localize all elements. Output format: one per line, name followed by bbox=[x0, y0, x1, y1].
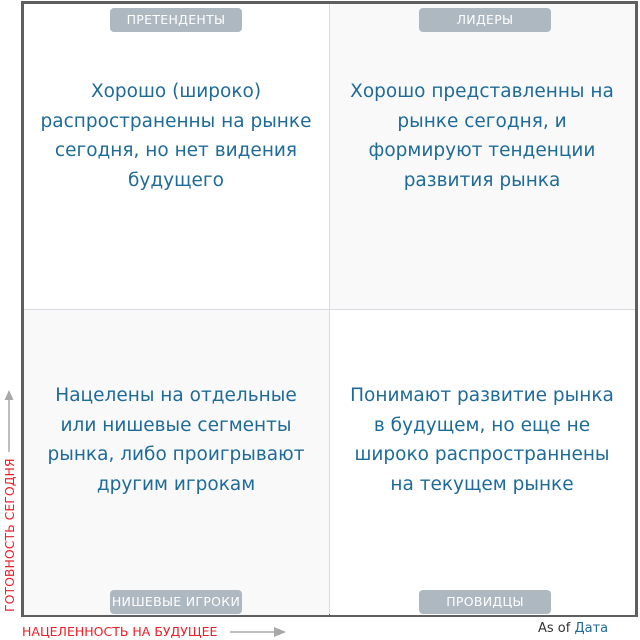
as-of-prefix: As of bbox=[538, 621, 571, 636]
y-axis-label: ГОТОВНОСТЬ СЕГОДНЯ bbox=[2, 458, 17, 612]
x-axis-label: НАЦЕЛЕННОСТЬ НА БУДУЩЕЕ bbox=[22, 624, 218, 639]
quadrant-matrix bbox=[21, 1, 638, 617]
description-visionaries: Понимают развитие рынка в будущем, но еще не широко распространнены на текущем рынке bbox=[350, 385, 614, 495]
as-of-date bbox=[538, 620, 608, 638]
horizontal-divider bbox=[24, 309, 635, 310]
description-challengers: Хорошо (широко) распространенны на рынке сегодня, но нет видения будущего bbox=[40, 81, 312, 191]
badge-niche-players: НИШЕВЫЕ ИГРОКИ bbox=[110, 590, 242, 614]
description-leaders: Хорошо представленны на рынке сегодня, и формируют тенденции развития рынка bbox=[350, 81, 614, 191]
arrow-right-icon bbox=[230, 626, 286, 638]
arrow-up-icon bbox=[4, 390, 14, 452]
description-niche-players: Нацелены на отдельные или нишевые сегменты рынка, либо проигрывают другим игрокам bbox=[47, 385, 305, 495]
badge-visionaries: ПРОВИДЦЫ bbox=[419, 590, 551, 614]
badge-challengers: ПРЕТЕНДЕНТЫ bbox=[110, 8, 242, 32]
badge-leaders: ЛИДЕРЫ bbox=[419, 8, 551, 32]
as-of-date-value: Дата bbox=[574, 621, 609, 636]
y-axis bbox=[2, 458, 18, 615]
